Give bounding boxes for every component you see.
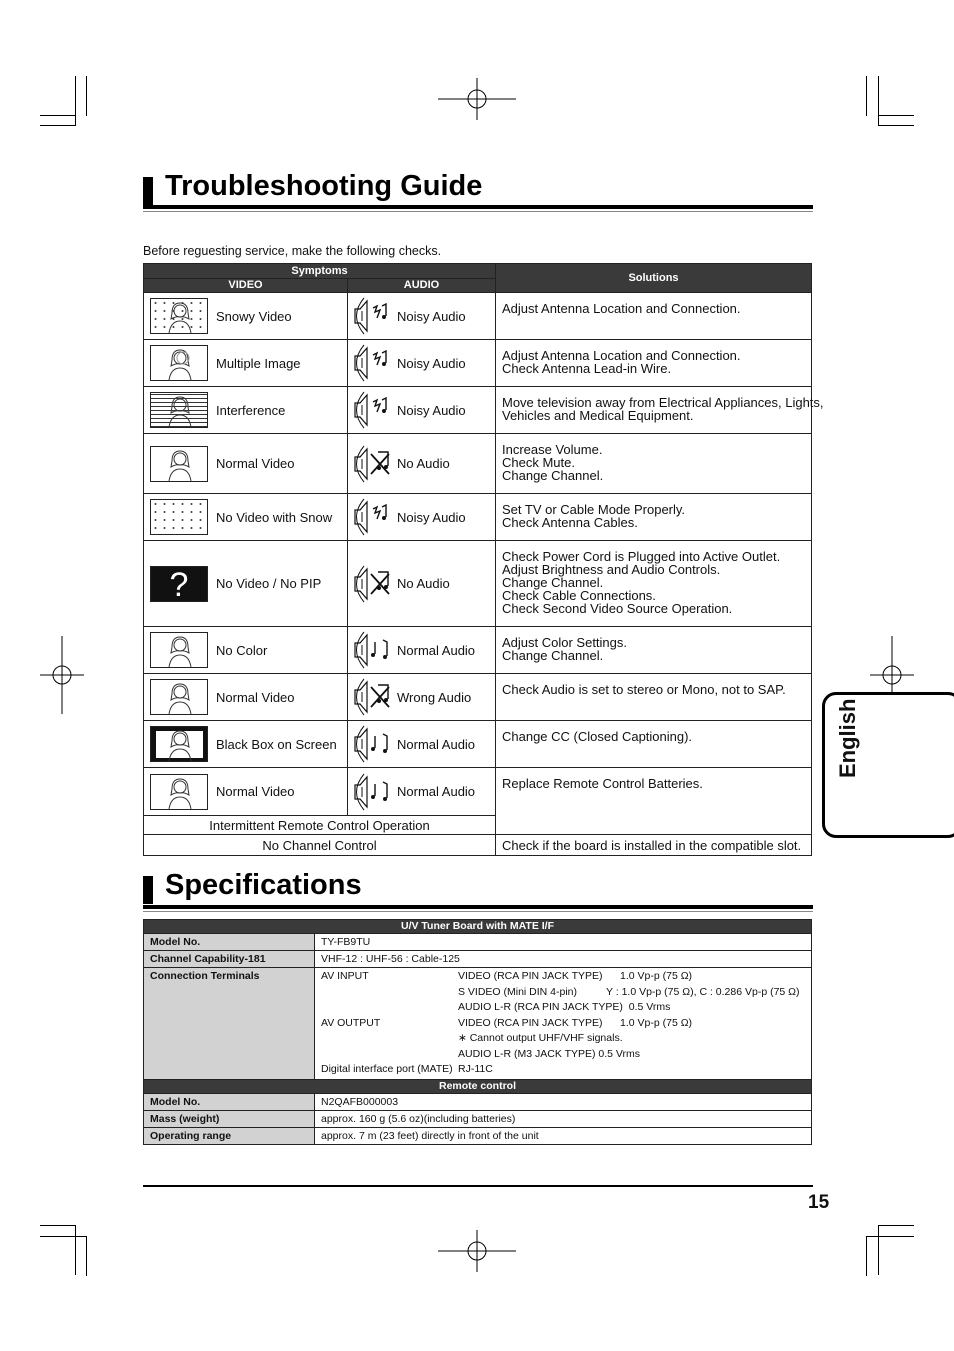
video-symptom-cell (144, 768, 348, 816)
terminal-label (321, 1047, 458, 1062)
noisy-speaker-icon (353, 390, 391, 430)
troubleshooting-title: Troubleshooting Guide (165, 170, 483, 202)
noisy-speaker-icon (353, 296, 391, 336)
terminal-value: S VIDEO (Mini DIN 4-pin) Y : 1.0 Vp-p (75 Ω), C : 0.286 Vp-p (75 Ω) (458, 985, 800, 998)
solution-cell (496, 721, 812, 768)
language-tab-label: English (835, 698, 860, 778)
table-row (144, 434, 812, 494)
table-row (144, 541, 812, 627)
normal-tv-icon (150, 679, 208, 715)
troubleshooting-table (143, 263, 824, 856)
solution-cell (496, 434, 812, 494)
solution-cell (496, 768, 812, 835)
solution-line: Check Audio is set to stereo or Mono, not to SAP. (502, 682, 786, 697)
solution-line: Adjust Antenna Location and Connection. (502, 301, 741, 316)
spec-label: Model No. (144, 1094, 315, 1111)
table-row (144, 293, 812, 340)
solution-line: Move television away from Electrical Appliances, Lights, (502, 395, 824, 410)
section-rule (143, 205, 813, 209)
table-row (144, 768, 812, 816)
muted-speaker-icon (353, 444, 391, 484)
no-channel-symptom: No Channel Control (144, 835, 496, 856)
muted-speaker-icon (353, 564, 391, 604)
video-symptom: No Color (216, 642, 268, 658)
crop-mark (86, 76, 87, 116)
noisy-speaker-icon (353, 497, 391, 537)
solution-cell (496, 627, 812, 674)
solutions-header: Solutions (496, 264, 812, 293)
crop-mark (75, 1225, 76, 1275)
terminal-label (321, 1031, 458, 1046)
normal-speaker-icon (353, 724, 391, 764)
terminal-label (321, 1000, 458, 1015)
solution-cell (496, 387, 824, 434)
crop-mark (40, 1225, 76, 1226)
question-tv-icon: ? (150, 566, 208, 602)
table-row (144, 387, 812, 434)
page-number: 15 (808, 1192, 830, 1213)
multiple-image-tv-icon (150, 345, 208, 381)
solution-line: Vehicles and Medical Equipment. (502, 408, 694, 423)
video-symptom: No Video with Snow (216, 509, 333, 525)
solution-line: Set TV or Cable Mode Properly. (502, 502, 686, 517)
terminal-value: ∗ Cannot output UHF/VHF signals. (458, 1032, 623, 1044)
video-symptom: Interference (216, 402, 286, 418)
crop-mark (866, 1236, 867, 1276)
audio-symptom: No Audio (397, 576, 450, 591)
spec-label: Channel Capability-181 (144, 951, 315, 968)
solution-line: Check Mute. (502, 455, 575, 470)
crop-mark (866, 76, 867, 116)
no-channel-solution: Check if the board is installed in the compatible slot. (496, 835, 812, 856)
crop-mark (878, 1225, 914, 1226)
audio-header: AUDIO (348, 278, 496, 293)
audio-symptom-cell (348, 494, 496, 541)
solution-cell (496, 541, 812, 627)
video-symptom-cell (144, 494, 348, 541)
spec-value: TY-FB9TU (315, 934, 812, 951)
solution-line: Change Channel. (502, 575, 604, 590)
video-symptom: Normal Video (216, 456, 295, 471)
solution-line: Adjust Color Settings. (502, 635, 628, 650)
crop-mark (878, 115, 914, 116)
spec-value: approx. 160 g (5.6 oz)(including batteries) (315, 1111, 812, 1128)
solution-line: Check Power Cord is Plugged into Active Outlet. (502, 549, 781, 564)
audio-symptom: Normal Audio (397, 736, 476, 752)
audio-symptom-cell (348, 674, 496, 721)
black-box-tv-icon (150, 726, 208, 762)
spec-value: approx. 7 m (23 feet) directly in front of the unit (315, 1128, 812, 1145)
footer-rule (143, 1185, 813, 1187)
registration-mark-icon (40, 636, 84, 714)
audio-symptom-cell (348, 541, 496, 627)
crop-mark (878, 125, 914, 126)
section-rule (143, 905, 813, 909)
no-color-tv-icon (150, 632, 208, 668)
normal-tv-icon (150, 446, 208, 482)
intro-text: Before reguesting service, make the following checks. (143, 244, 442, 258)
solution-line: Check Second Video Source Operation. (502, 601, 733, 616)
section-marker (143, 177, 153, 205)
solution-cell (496, 674, 812, 721)
solution-line: Adjust Antenna Location and Connection. (502, 348, 741, 363)
solution-line: Check Antenna Cables. (502, 515, 638, 530)
symptoms-header: Symptoms (144, 264, 496, 279)
spec-label: Connection Terminals (144, 968, 315, 1080)
table-row (144, 627, 812, 674)
remote-symptom: Intermittent Remote Control Operation (144, 816, 496, 835)
video-header: VIDEO (144, 278, 348, 293)
solution-line: Check Cable Connections. (502, 588, 656, 603)
video-symptom-cell (144, 541, 348, 627)
video-symptom-cell (144, 293, 348, 340)
audio-symptom: Noisy Audio (397, 509, 466, 525)
video-symptom: Normal Video (216, 784, 295, 799)
terminal-value: RJ-11C (458, 1063, 493, 1075)
table-row (144, 674, 812, 721)
crop-mark (40, 1236, 86, 1237)
audio-symptom-cell (348, 293, 496, 340)
video-symptom: Normal Video (216, 689, 295, 705)
audio-symptom: Noisy Audio (397, 355, 466, 371)
crop-mark (75, 76, 76, 126)
table-row (144, 721, 812, 768)
normal-speaker-icon (353, 630, 391, 670)
solution-line: Replace Remote Control Batteries. (502, 776, 703, 791)
terminal-value: VIDEO (RCA PIN JACK TYPE) 1.0 Vp-p (75 Ω) (458, 970, 693, 982)
terminal-label: AV INPUT (321, 970, 369, 982)
video-symptom: Black Box on Screen (216, 736, 337, 752)
table-row (144, 494, 812, 541)
muted-speaker-icon (353, 677, 391, 717)
crop-mark (878, 76, 879, 126)
audio-symptom: Normal Audio (397, 784, 476, 799)
solution-cell (496, 293, 812, 340)
terminal-label: Digital interface port (MATE) (321, 1063, 453, 1075)
video-symptom-cell (144, 721, 348, 768)
video-symptom: Multiple Image (216, 355, 301, 371)
video-symptom-cell (144, 674, 348, 721)
video-symptom-cell (144, 340, 348, 387)
registration-mark-icon (438, 1230, 516, 1272)
audio-symptom-cell (348, 627, 496, 674)
audio-symptom-cell (348, 340, 496, 387)
spec-label: Mass (weight) (144, 1111, 315, 1128)
noisy-speaker-icon (353, 343, 391, 383)
solution-line: Change Channel. (502, 648, 604, 663)
registration-mark-icon (438, 78, 516, 120)
spec-label: Model No. (144, 934, 315, 951)
crop-mark (40, 115, 76, 116)
spec-label: Operating range (144, 1128, 315, 1145)
video-symptom: Snowy Video (216, 308, 292, 324)
interference-tv-icon (150, 392, 208, 428)
crop-mark (866, 1236, 914, 1237)
audio-symptom: No Audio (397, 456, 450, 471)
normal-speaker-icon (353, 772, 391, 812)
spec-value: N2QAFB000003 (315, 1094, 812, 1111)
crop-mark (86, 1236, 87, 1276)
solution-line: Change Channel. (502, 468, 604, 483)
video-symptom-cell (144, 387, 348, 434)
audio-symptom: Noisy Audio (397, 402, 466, 418)
spec-value: VHF-12 : UHF-56 : Cable-125 (315, 951, 812, 968)
section-rule (143, 911, 813, 912)
audio-symptom-cell (348, 721, 496, 768)
solution-line: Increase Volume. (502, 442, 603, 457)
specifications-title: Specifications (165, 869, 362, 901)
audio-symptom: Wrong Audio (397, 689, 472, 705)
audio-symptom-cell (348, 768, 496, 816)
video-symptom-cell (144, 627, 348, 674)
normal-tv-icon (150, 774, 208, 810)
terminal-value: AUDIO L-R (M3 JACK TYPE) 0.5 Vrms (458, 1047, 641, 1060)
solution-cell (496, 340, 812, 387)
audio-symptom: Noisy Audio (397, 308, 466, 324)
solution-line: Check Antenna Lead-in Wire. (502, 361, 672, 376)
video-symptom-cell (144, 434, 348, 494)
table-row (144, 340, 812, 387)
terminal-label: AV OUTPUT (321, 1016, 381, 1029)
terminal-value: VIDEO (RCA PIN JACK TYPE) 1.0 Vp-p (75 Ω) (458, 1016, 693, 1029)
section-rule (143, 211, 813, 212)
video-symptom: No Video / No PIP (216, 576, 322, 591)
snowy-tv-icon (150, 298, 208, 334)
solution-line: Adjust Brightness and Audio Controls. (502, 562, 721, 577)
section-marker (143, 876, 153, 904)
audio-symptom: Normal Audio (397, 642, 476, 658)
audio-symptom-cell (348, 387, 496, 434)
crop-mark (878, 1225, 879, 1275)
specifications-table (143, 919, 812, 1145)
connection-terminals (315, 968, 812, 1080)
terminal-value: AUDIO L-R (RCA PIN JACK TYPE) 0.5 Vrms (458, 1001, 671, 1013)
terminal-label (321, 985, 458, 1000)
audio-symptom-cell (348, 434, 496, 494)
solution-line: Change CC (Closed Captioning). (502, 729, 693, 744)
table-row (144, 835, 812, 856)
remote-header: Remote control (144, 1080, 812, 1094)
board-header: U/V Tuner Board with MATE I/F (144, 920, 812, 934)
snow-only-tv-icon (150, 499, 208, 535)
solution-cell (496, 494, 812, 541)
crop-mark (40, 125, 76, 126)
